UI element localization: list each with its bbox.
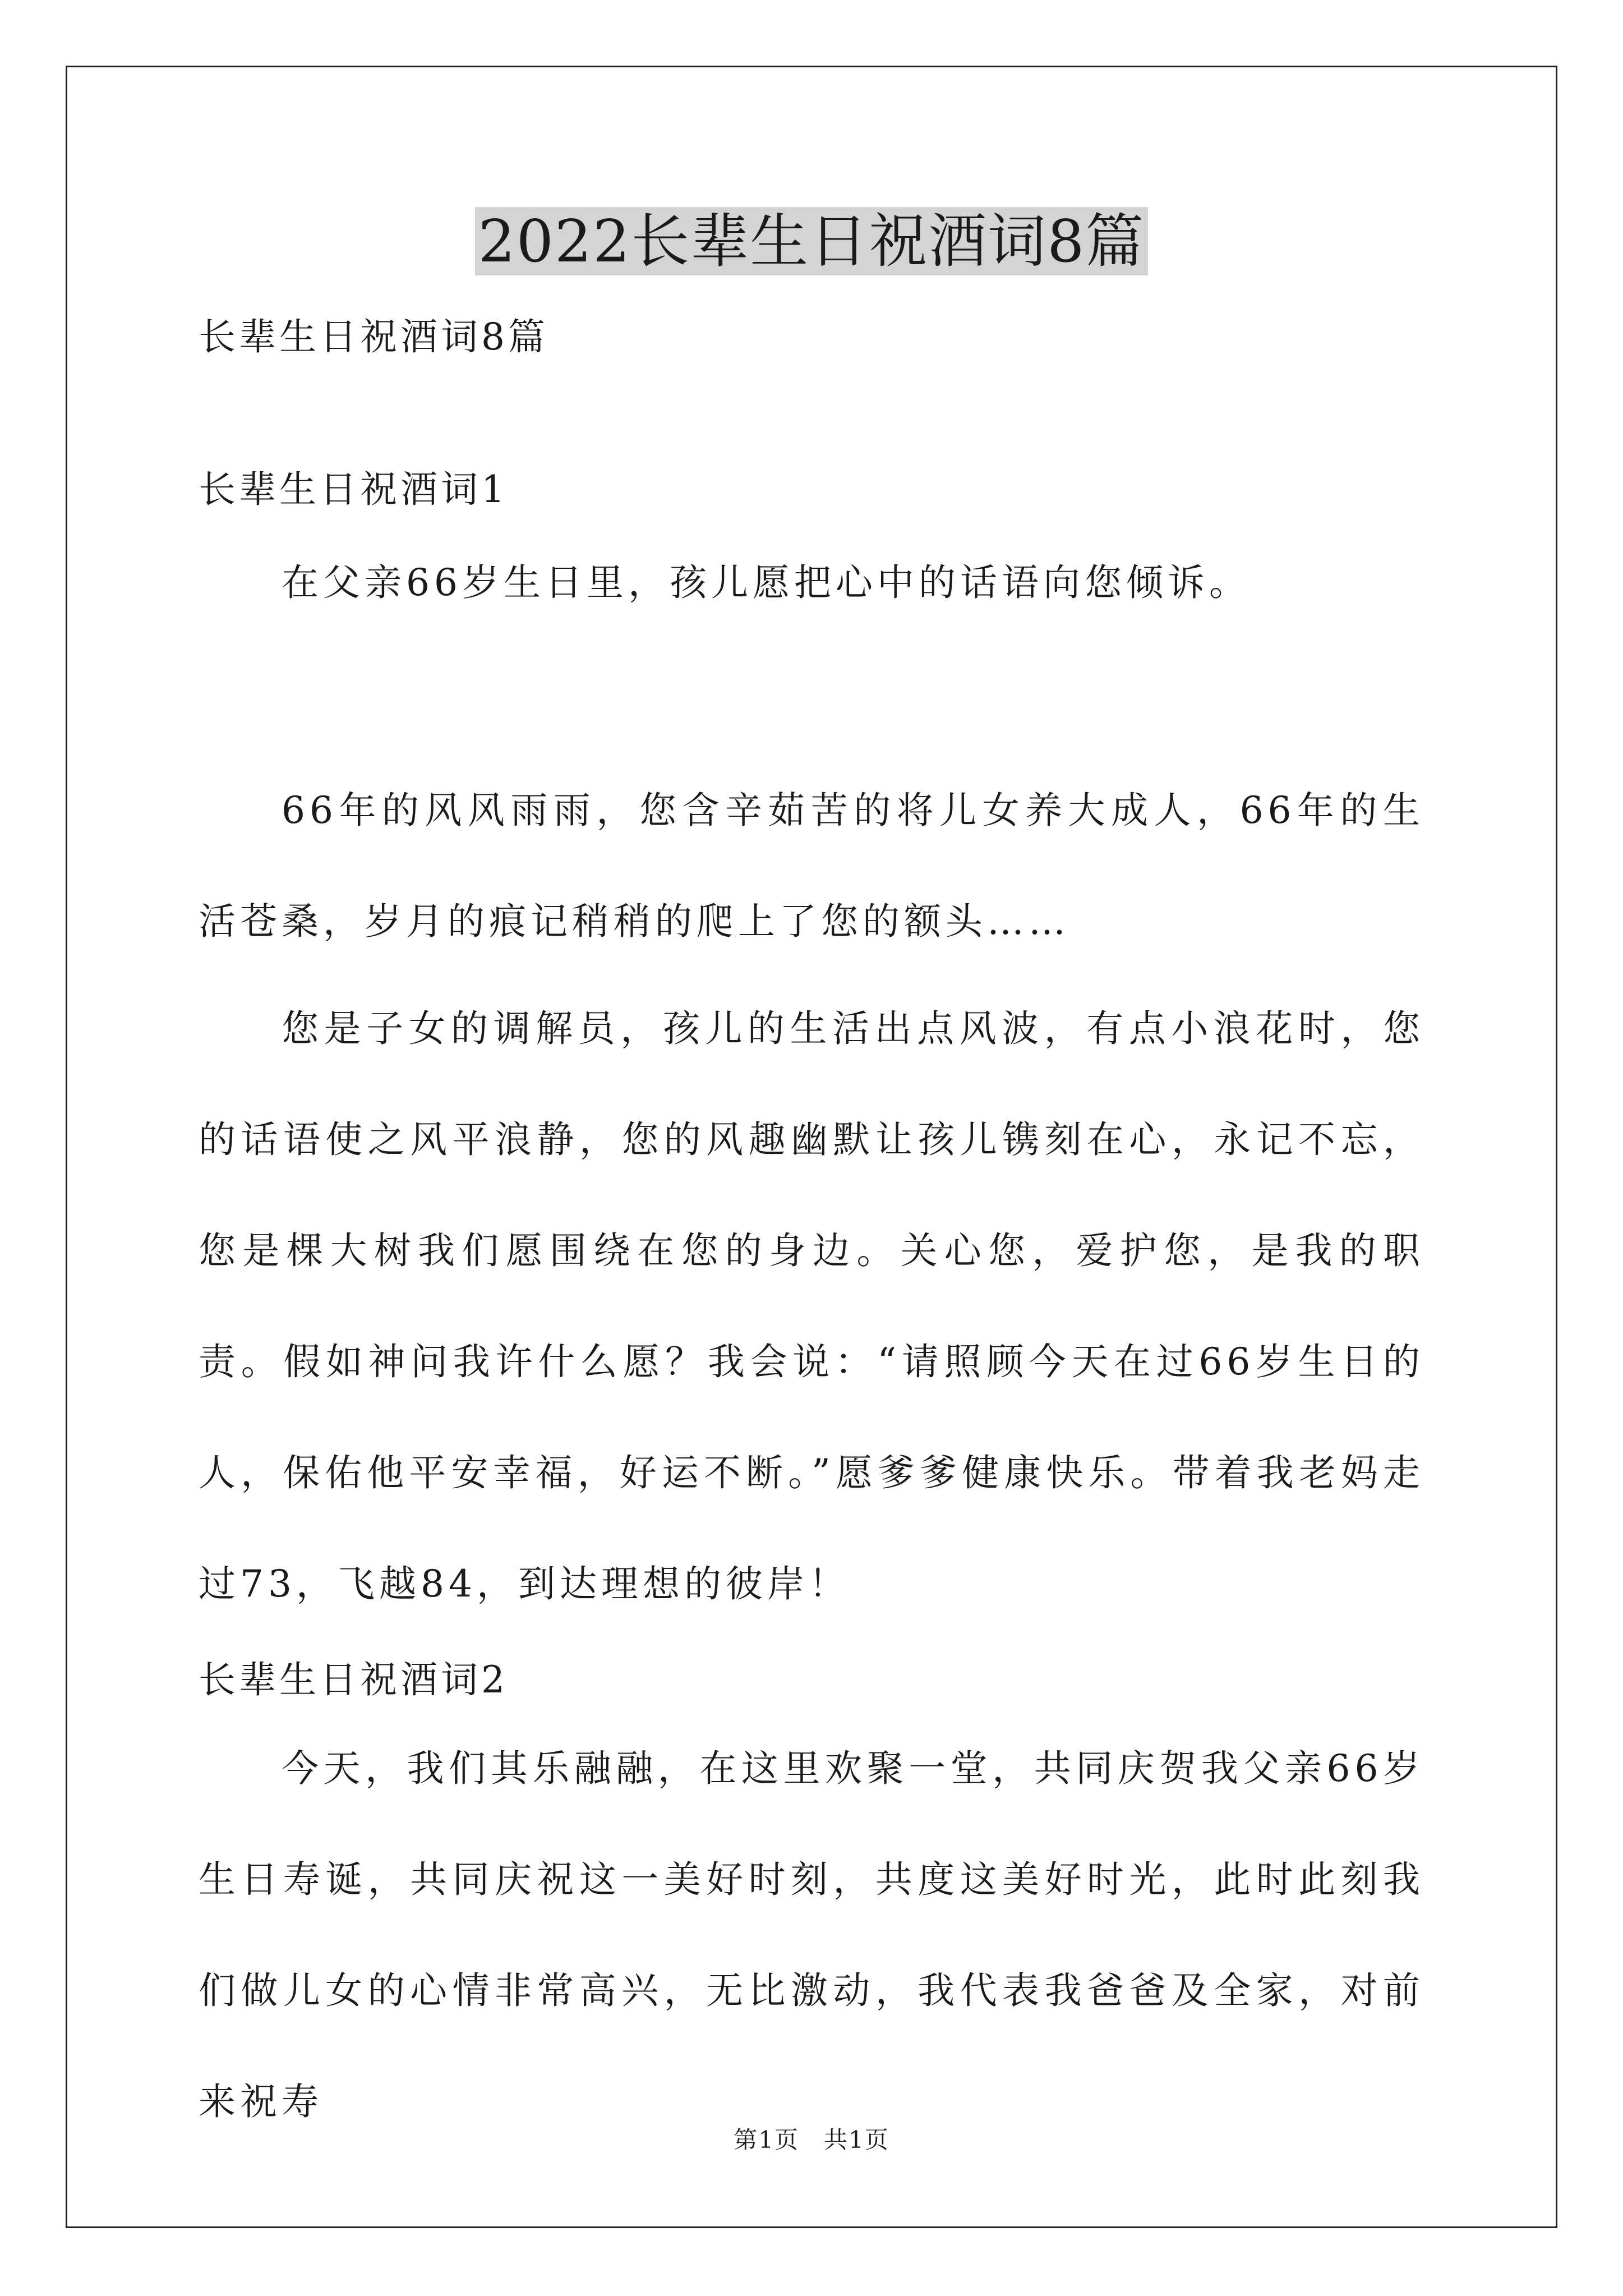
section-2-paragraph-1: 今天，我们其乐融融，在这里欢聚一堂，共同庆贺我父亲66岁生日寿诞，共同庆祝这一美好时刻，共度这美好时光，此时此刻我们做儿女的心情非常高兴，无比激动，我代表我爸爸及全家，对前来祝寿 [199,1747,1424,2123]
document-subtitle: 长辈生日祝酒词8篇 [199,315,548,358]
document-title-text: 2022长辈生日祝酒词8篇 [475,207,1149,275]
section-heading-1: 长辈生日祝酒词1 [199,468,508,511]
section-1-paragraph-1: 在父亲66岁生日里，孩儿愿把心中的话语向您倾诉。 [282,561,1251,604]
document-title [0,202,1623,280]
section-1-paragraph-3: 您是子女的调解员，孩儿的生活出点风波，有点小浪花时，您的话语使之风平浪静，您的风趣幽默让孩儿镌刻在心，永记不忘，您是棵大树我们愿围绕在您的身边。关心您，爱护您，是我的职责。假如神问我许什么愿？我会说：“请照顾今天在过66岁生日的人，保佑他平安幸福，好运不断。”愿爹爹健康快乐。带着我老妈走过73，飞越84，到达理想的彼岸！ [199,1007,1424,1605]
section-1-paragraph-2: 66年的风风雨雨，您含辛茹苦的将儿女养大成人，66年的生活苍桑，岁月的痕记稍稍的爬上了您的额头…… [199,789,1424,943]
section-heading-2: 长辈生日祝酒词2 [199,1658,508,1701]
page-footer: 第1页 共1页 [734,2126,889,2154]
